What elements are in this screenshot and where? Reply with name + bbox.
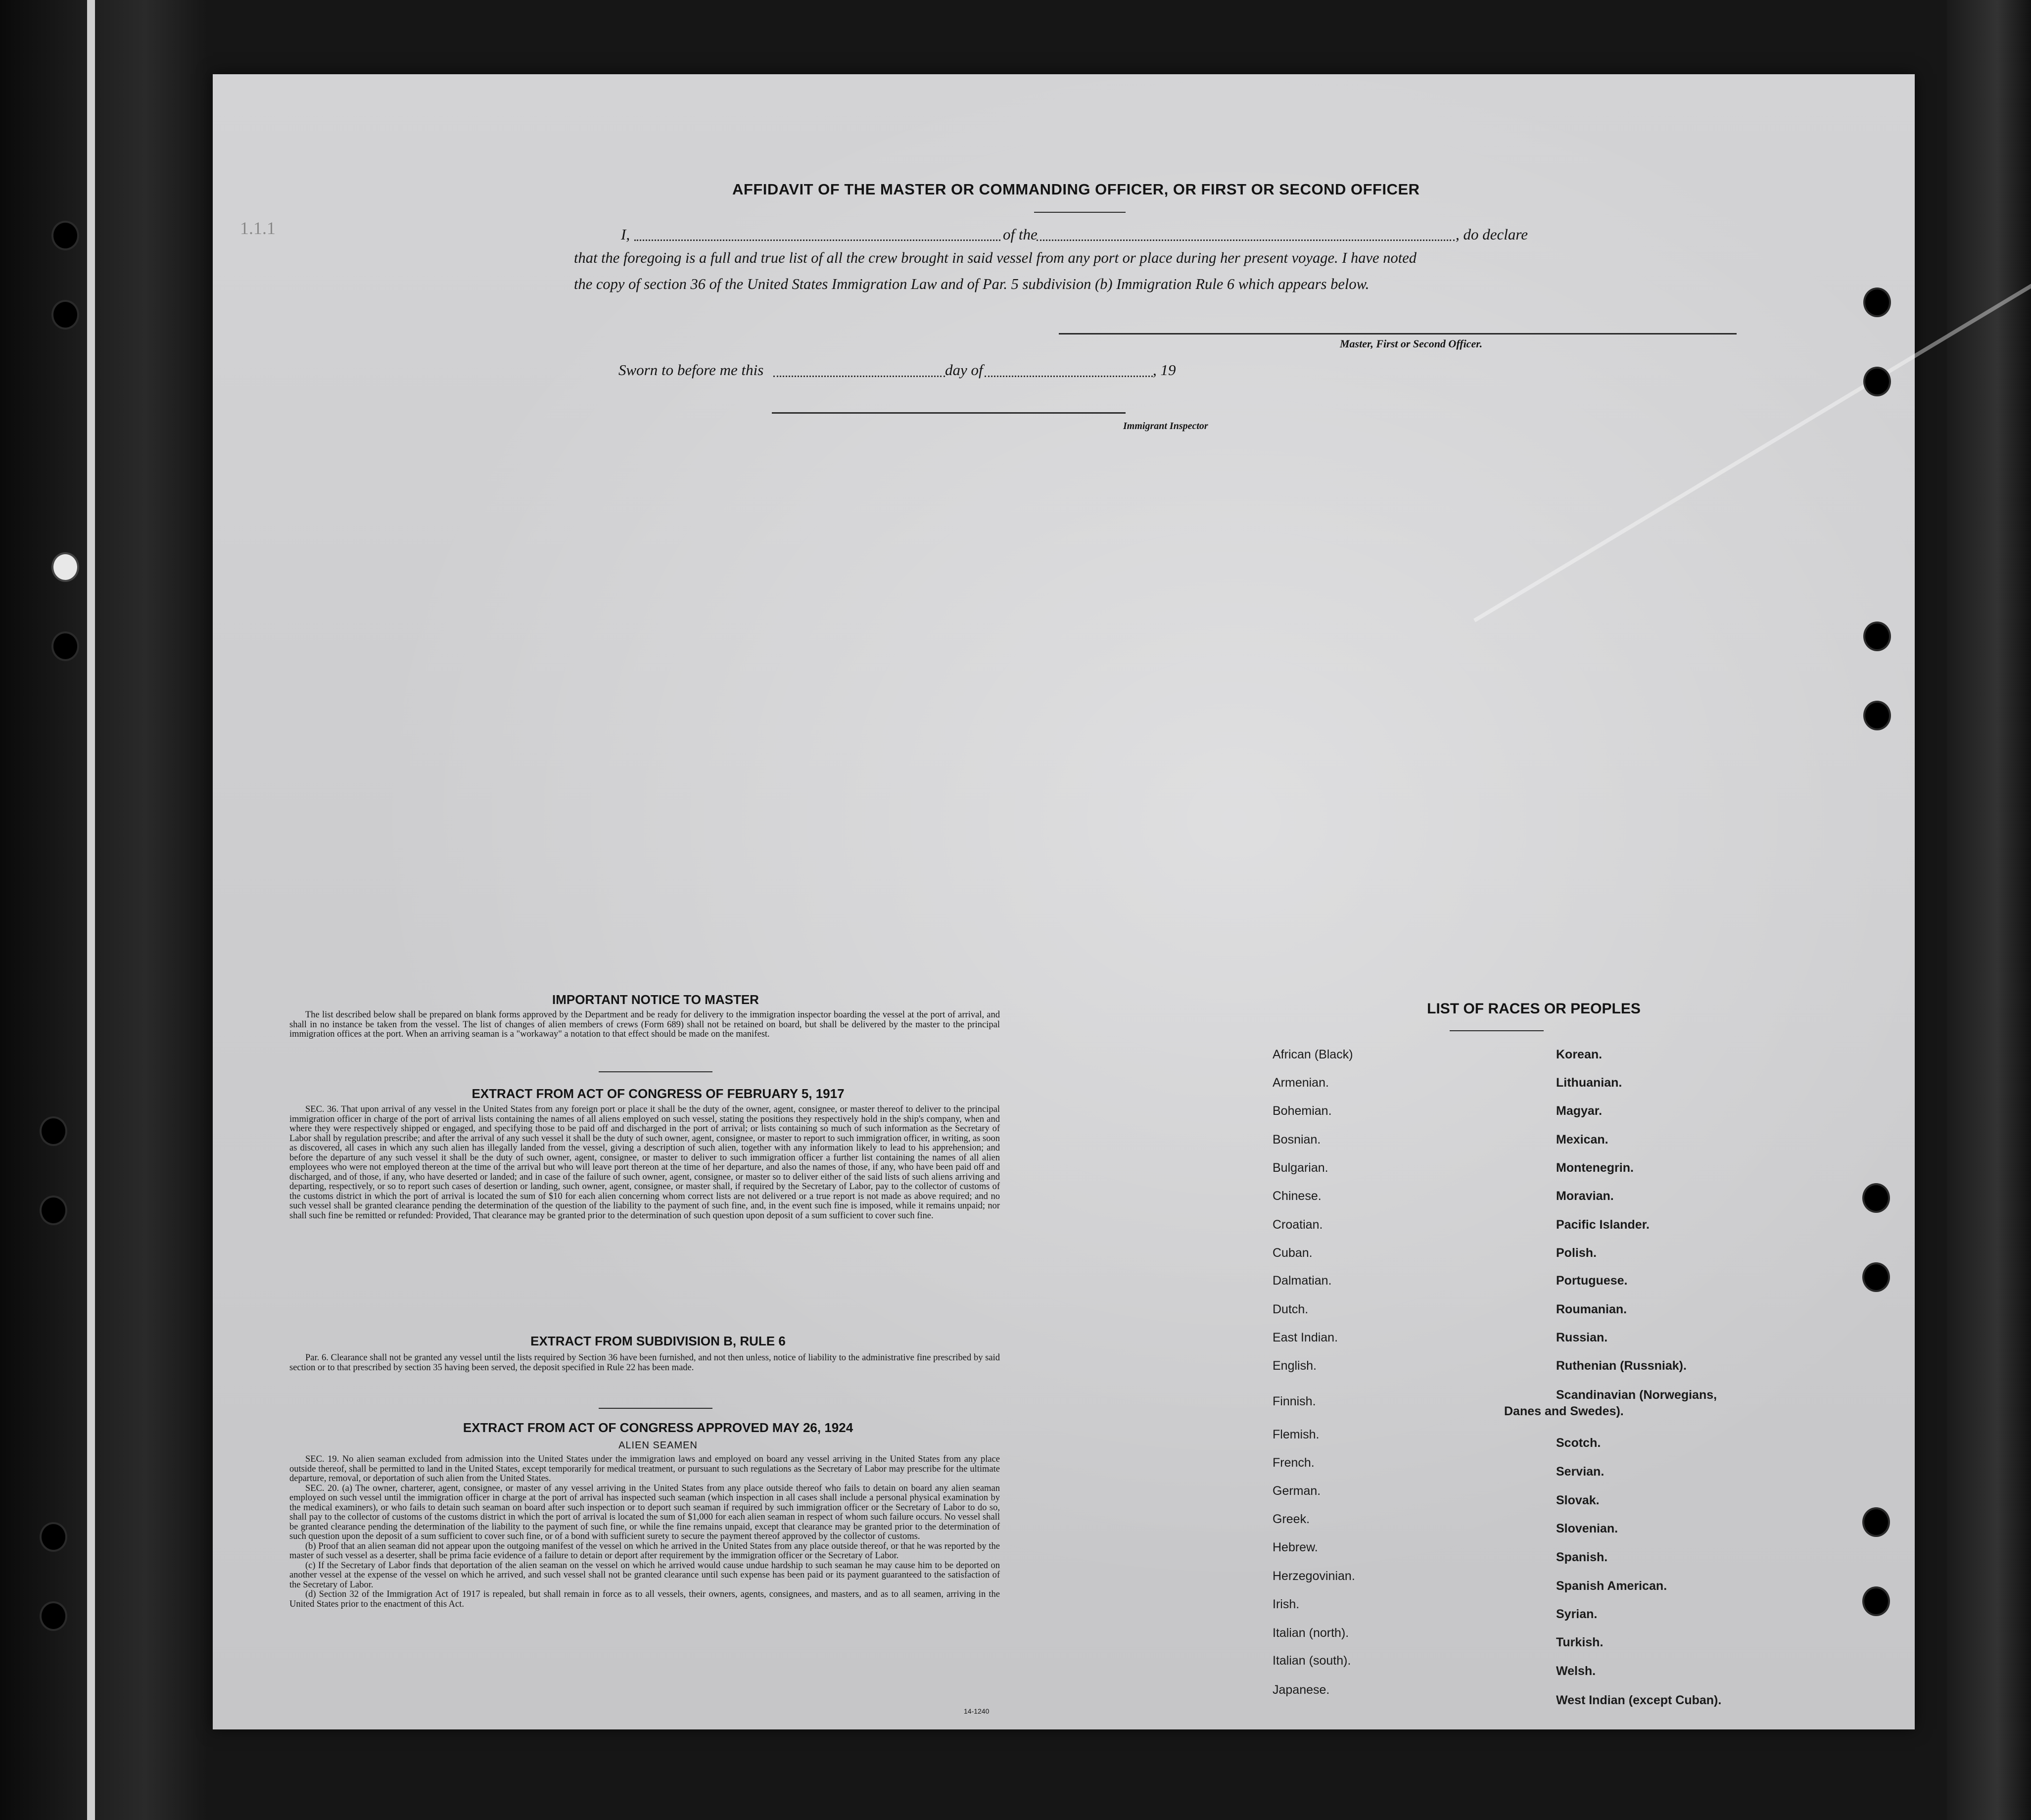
- race-item: Dalmatian.: [1273, 1274, 1332, 1288]
- race-item: Japanese.: [1273, 1683, 1330, 1697]
- margin-note: 1.1.1: [240, 218, 276, 238]
- binder-hole: [42, 1603, 65, 1629]
- name-field[interactable]: [634, 239, 1000, 241]
- race-item: Lithuanian.: [1556, 1076, 1622, 1090]
- binder-edge-line: [87, 0, 95, 1820]
- notice-title: IMPORTANT NOTICE TO MASTER: [552, 992, 759, 1007]
- rule6-text: [289, 1353, 1000, 1373]
- affidavit-title: AFFIDAVIT OF THE MASTER OR COMMANDING OFFICER, OR FIRST OR SECOND OFFICER: [732, 181, 1420, 198]
- race-item: Bosnian.: [1273, 1133, 1321, 1147]
- race-item: Irish.: [1273, 1597, 1300, 1611]
- binder-hole: [42, 1197, 65, 1223]
- race-item: Roumanian.: [1556, 1302, 1627, 1316]
- race-item: English.: [1273, 1359, 1317, 1373]
- race-item: Servian.: [1556, 1465, 1605, 1479]
- divider: [599, 1071, 712, 1072]
- race-item: Scotch.: [1556, 1436, 1601, 1450]
- sec20a-paragraph: SEC. 20. (a) The owner, charterer, agent, consignee, or master of any vessel arriving in the United States from any place outside thereof who fails to detain on board any alien seaman employed on such vessel until the immigration officer in charge at the port of arrival has inspected such seaman (which inspection in all cases shall include a personal physical examination by the medical examiners), or who fails to detain such seaman on board after such inspection or to deport such seaman if required by such immigration officer or the Secretary of Labor to do so, shall pay to the collector of customs of the customs district in which the port of arrival is located the sum of $1,000 for each alien seaman in respect of whom such failure occurs. No vessel shall be granted clearance pending the determination of the liability to the payment of such fine, or while the fine remains unpaid, except that clearance may be granted prior to the determination of such question upon the deposit of a sum sufficient to cover such fine, or of a bond with sufficient surety to secure the payment thereof approved by the collector of customs.: [289, 1483, 1000, 1541]
- binder-hole: [42, 1524, 65, 1550]
- rule6-paragraph: Par. 6. Clearance shall not be granted any vessel until the lists required by Section 36 have been furnished, and not then unless, notice of liability to the administrative fine prescribed by said section or to that prescribed by section 35 having been served, the deposit specified in Rule 22 has been made.: [289, 1353, 1000, 1373]
- i-label: I,: [621, 226, 630, 243]
- sworn-day-field[interactable]: [773, 376, 945, 377]
- extract-1924-text: [289, 1455, 1000, 1609]
- sec19-paragraph: SEC. 19. No alien seaman excluded from admission into the United States under the immigration laws and employed on board any vessel arriving in the United States from any place outside thereof, shall be permitted to land in the United States, except temporarily for medical treatment, or pursuant to such regulations as the Secretary of Labor may prescribe for the ultimate departure, removal, or deportation of such alien from the United States.: [289, 1454, 1000, 1484]
- race-item: Dutch.: [1273, 1302, 1309, 1316]
- master-signature-line[interactable]: [1059, 333, 1737, 335]
- right-scan-edge: [1947, 0, 2031, 1820]
- sheet-hole: [1864, 1588, 1888, 1614]
- binder-hole: [53, 633, 77, 659]
- races-title-underline: [1450, 1030, 1544, 1031]
- race-item: Slovak.: [1556, 1493, 1600, 1507]
- race-item: Ruthenian (Russniak).: [1556, 1359, 1687, 1373]
- do-declare-label: , do declare: [1456, 226, 1528, 243]
- race-item: Spanish American.: [1556, 1579, 1667, 1593]
- extract-1924-subtitle: ALIEN SEAMEN: [618, 1440, 698, 1451]
- race-item: German.: [1273, 1484, 1321, 1498]
- race-item: Greek.: [1273, 1512, 1310, 1526]
- sworn-month-field[interactable]: [985, 376, 1153, 377]
- race-item: Scandinavian (Norwegians,: [1556, 1388, 1717, 1402]
- race-item: Montenegrin.: [1556, 1161, 1634, 1175]
- extract-1917-text: [289, 1105, 1000, 1221]
- race-item: Cuban.: [1273, 1246, 1313, 1260]
- race-item: Flemish.: [1273, 1428, 1320, 1441]
- race-item: African (Black): [1273, 1048, 1353, 1061]
- race-item: Croatian.: [1273, 1218, 1323, 1232]
- race-item: Korean.: [1556, 1048, 1603, 1061]
- race-item: Pacific Islander.: [1556, 1218, 1650, 1232]
- extract-1917-paragraph: SEC. 36. That upon arrival of any vessel in the United States from any foreign port or place it shall be the duty of the owner, agent, consignee, or master thereof to deliver to the principal immigration officer in charge of the port of arrival lists containing the names of all aliens employed on such vessel, stating the positions they respectively hold in the ship's company, when and where they were respectively shipped or engaged, and specifying those to be paid off and discharged in the port of arrival; or lists containing so much of such information as the Secretary of Labor shall by regulation prescribe; and after the arrival of any such vessel it shall be the duty of such owner, agent, consignee, or master to report to such immigration officer, in writing, as soon as discovered, all cases in which any such alien has illegally landed from the vessel, giving a description of such alien, together with any information likely to lead to his apprehension; and before the departure of any such vessel it shall be the duty of such owner, agent, consignee, or master to deliver to such immigration officer a further list containing the names of all alien employees who were not employed thereon at the time of the arrival but who will leave port thereon at the time of her departure, and also the names of those, if any, who have been paid off and discharged, and of those, if any, who have deserted or landed; and in case of the failure of such owner, agent, consignee, or master so to deliver either of the said lists of such aliens arriving and departing, respectively, or so to report such cases of desertion or landing, such owner, agent, consignee, or master shall, if required by the Secretary of Labor, pay to the collector of customs of the customs district in which the port of arrival is located the sum of $10 for each alien concerning whom correct lists are not delivered or a true report is not made as above required; and no such vessel shall be granted clearance pending the determination of the question of the liability to the payment of such fine, and, in the event such fine is imposed, while it remains unpaid; nor shall such fine be remitted or refunded: Provided, That clearance may be granted prior to the determination of such question upon deposit of a sum sufficient to cover such fine.: [289, 1104, 1000, 1221]
- binder-hole: [53, 302, 77, 328]
- vessel-field[interactable]: [1037, 239, 1455, 241]
- race-item: Syrian.: [1556, 1607, 1598, 1621]
- binder-strip: [0, 0, 208, 1820]
- race-item: Armenian.: [1273, 1076, 1329, 1090]
- inspector-signature-label: Immigrant Inspector: [1123, 421, 1208, 431]
- race-item: Russian.: [1556, 1331, 1608, 1344]
- race-item: Mexican.: [1556, 1133, 1608, 1147]
- sworn-label: Sworn to before me this: [618, 361, 764, 379]
- divider: [599, 1408, 712, 1409]
- rule6-title: EXTRACT FROM SUBDIVISION B, RULE 6: [530, 1334, 786, 1348]
- sec20b-paragraph: (b) Proof that an alien seaman did not appear upon the outgoing manifest of the vessel on which he arrived in the United States from any place outside thereof, or that he was reported by the master of such vessel as a deserter, shall be prima facie evidence of a failure to detain or deport after requirement by the immigration officer or the Secretary of Labor.: [289, 1541, 1000, 1561]
- race-item: French.: [1273, 1456, 1315, 1470]
- race-item: Finnish.: [1273, 1394, 1316, 1408]
- race-item: Polish.: [1556, 1246, 1597, 1260]
- extract-1924-title: EXTRACT FROM ACT OF CONGRESS APPROVED MAY 26, 1924: [463, 1420, 853, 1435]
- race-item: Slovenian.: [1556, 1522, 1618, 1535]
- notice-text: [289, 1010, 1000, 1040]
- sec20d-paragraph: (d) Section 32 of the Immigration Act of 1917 is repealed, but shall remain in force as to all vessels, their owners, agents, consignees, and masters, and as to all seamen, arriving in the United States prior to the enactment of this Act.: [289, 1589, 1000, 1609]
- inspector-signature-line[interactable]: [772, 412, 1126, 414]
- affidavit-line-2: that the foregoing is a full and true list of all the crew brought in said vessel from any port or place during her present voyage. I have noted: [574, 249, 1417, 266]
- form-number: 14-1240: [964, 1707, 990, 1715]
- binder-hole: [53, 554, 77, 580]
- binder-hole: [53, 223, 77, 248]
- race-item: Spanish.: [1556, 1550, 1608, 1564]
- race-item: Welsh.: [1556, 1664, 1596, 1678]
- affidavit-line-3: the copy of section 36 of the United States Immigration Law and of Par. 5 subdivision (b) Immigration Rule 6 which appears below.: [574, 276, 1370, 292]
- sheet-hole: [1865, 289, 1889, 315]
- year-label: , 19: [1153, 361, 1176, 379]
- sheet-hole: [1865, 369, 1889, 394]
- binder-hole: [42, 1118, 65, 1144]
- race-item: Chinese.: [1273, 1189, 1322, 1203]
- title-underline: [1034, 212, 1126, 213]
- sheet-hole: [1865, 623, 1889, 649]
- of-the-label: of the: [1003, 226, 1038, 243]
- race-item: Herzegovinian.: [1273, 1569, 1355, 1583]
- race-item: Magyar.: [1556, 1104, 1603, 1118]
- notice-paragraph: The list described below shall be prepared on blank forms approved by the Department and be ready for delivery to the immigration inspector boarding the vessel at the port of arrival, and shall in no instance be taken from the vessel. The list of changes of alien members of crews (Form 689) shall not be retained on board, but shall be delivered by the master to the principal immigration offices at the port. When an arriving seaman is a "workaway" a notation to that effect should be made on the manifest.: [289, 1010, 1000, 1039]
- race-item: Moravian.: [1556, 1189, 1614, 1203]
- race-item: Hebrew.: [1273, 1540, 1318, 1554]
- sheet-hole: [1864, 1264, 1888, 1290]
- sec20c-paragraph: (c) If the Secretary of Labor finds that deportation of the alien seaman on the vessel on which he arrived would cause undue hardship to such seaman he may cause him to be deported on another vessel at the expense of the vessel on which he arrived, and such vessel shall not be granted clearance until such expense has been paid or its payment guaranteed to the satisfaction of the Secretary of Labor.: [289, 1560, 1000, 1590]
- extract-1917-title: EXTRACT FROM ACT OF CONGRESS OF FEBRUARY 5, 1917: [472, 1086, 845, 1101]
- form-sheet: [213, 74, 1915, 1729]
- race-item: Danes and Swedes).: [1504, 1404, 1624, 1418]
- race-item: Portuguese.: [1556, 1274, 1628, 1288]
- race-item: Italian (south).: [1273, 1654, 1351, 1668]
- race-item: Bohemian.: [1273, 1104, 1332, 1118]
- master-signature-label: Master, First or Second Officer.: [1340, 337, 1483, 350]
- race-item: Bulgarian.: [1273, 1161, 1328, 1175]
- race-item: Italian (north).: [1273, 1626, 1349, 1640]
- sheet-hole: [1864, 1185, 1888, 1211]
- sheet-hole: [1865, 703, 1889, 728]
- race-item: West Indian (except Cuban).: [1556, 1693, 1722, 1707]
- race-item: East Indian.: [1273, 1331, 1338, 1344]
- races-title: LIST OF RACES OR PEOPLES: [1427, 1001, 1641, 1017]
- sheet-hole: [1864, 1509, 1888, 1535]
- race-item: Turkish.: [1556, 1635, 1604, 1649]
- day-of-label: day of: [945, 361, 983, 379]
